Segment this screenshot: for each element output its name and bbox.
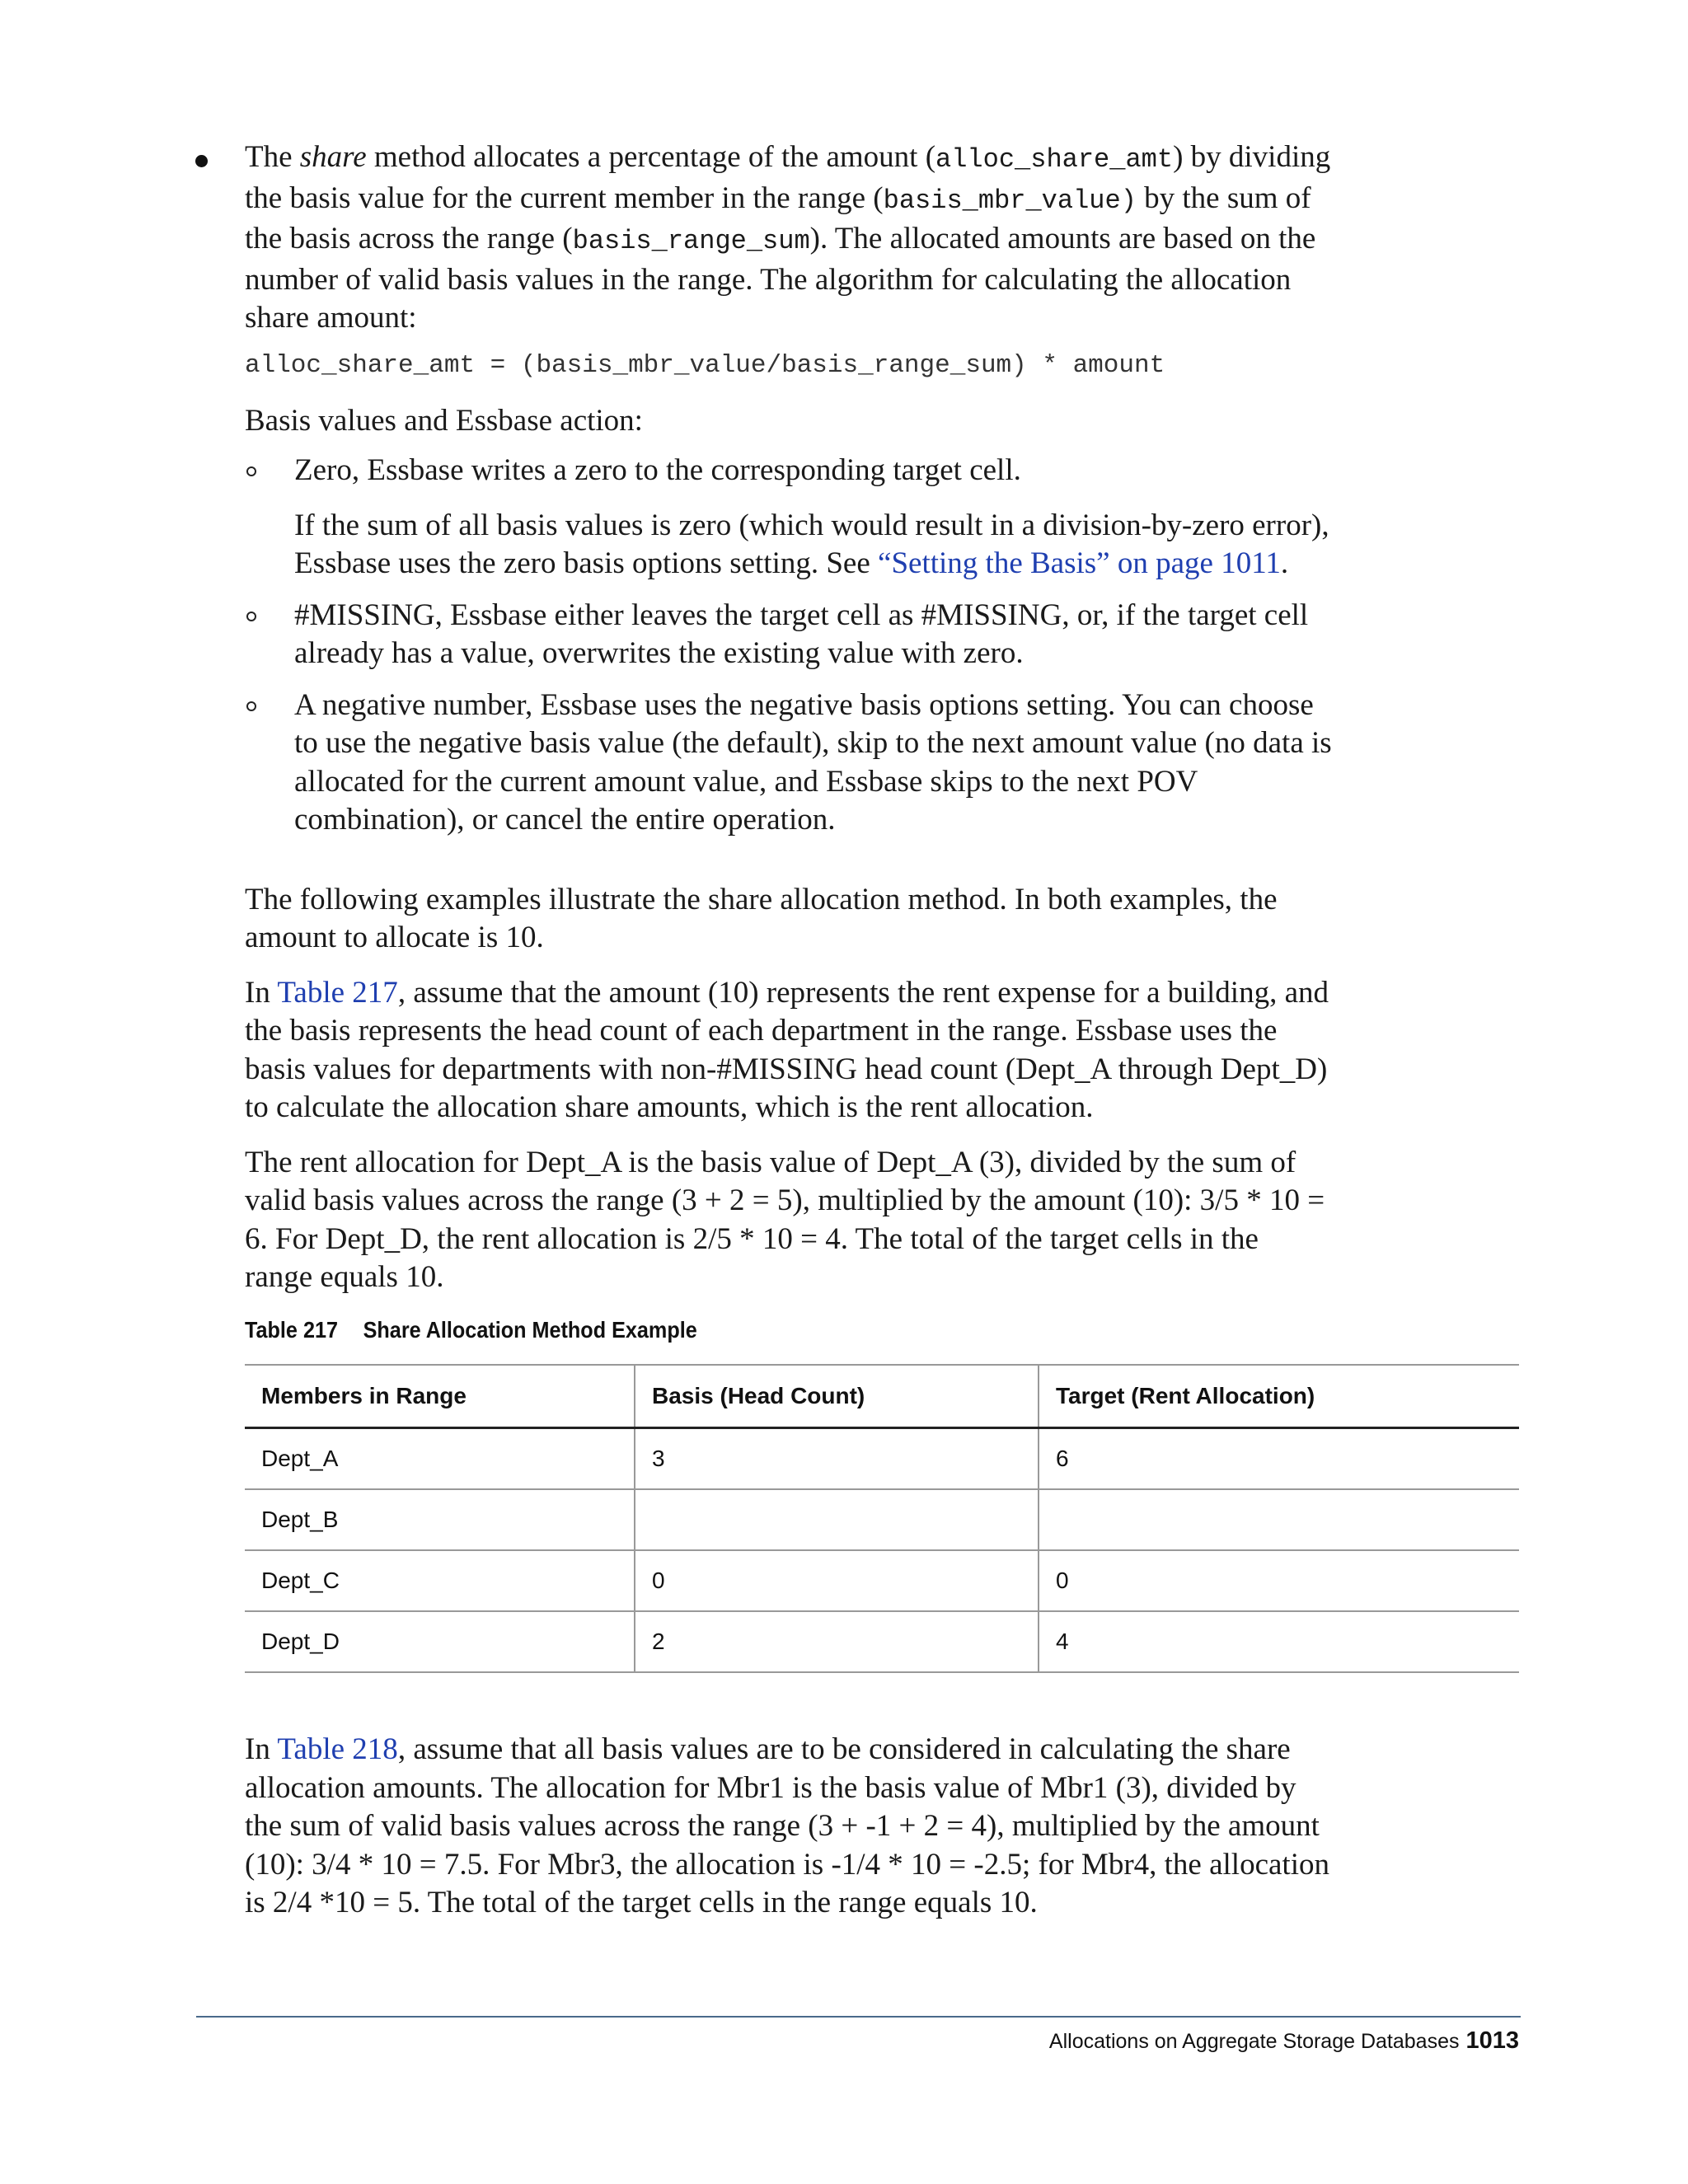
code-basis-range-sum: basis_range_sum: [572, 226, 810, 256]
table-218-paragraph: In Table 218, assume that all basis values are to be considered in calculating the share allocation amounts. The allocation for Mbr1 is the basis value of Mbr1 (3), divided by the sum of valid basis values across the range (3 + -1 + 2 = 4), multiplied by the amount (10): 3/4 * 10 = 7.5. For Mbr3, the allocation is -1/4 * 10 = -2.5; for Mbr4, the allocation is 2/4 *10 = 5. The total of the target cells in the range equals 10.: [245, 1732, 1329, 1919]
code-alloc-share-amt: alloc_share_amt: [935, 144, 1174, 175]
table-cell: Dept_B: [245, 1489, 635, 1550]
main-content: [245, 138, 1333, 1297]
circle-bullet-icon: [246, 612, 256, 621]
list-item-negative: [245, 687, 1333, 840]
setting-the-basis-link[interactable]: “Setting the Basis” on page 1011: [878, 546, 1281, 580]
column-header: Basis (Head Count): [635, 1365, 1039, 1428]
examples-paragraph: The following examples illustrate the share allocation method. In both examples, the amount to allocate is 10.: [245, 882, 1278, 954]
list-item-zero: [245, 452, 1333, 583]
table-cell: Dept_D: [245, 1611, 635, 1672]
footer-section-title: Allocations on Aggregate Storage Databases: [1048, 2030, 1460, 2053]
basis-values-heading: Basis values and Essbase action:: [245, 403, 643, 438]
share-allocation-table: [245, 1364, 1519, 1673]
zero-note: If the sum of all basis values is zero (which would result in a division-by-zero error), Essbase uses the zero basis options setting. See “Setting the Basis” on page 1011.: [294, 508, 1329, 580]
table-caption-title: Share Allocation Method Example: [363, 1317, 697, 1343]
footer-divider: [196, 2016, 1521, 2018]
missing-text: #MISSING, Essbase either leaves the target cell as #MISSING, or, if the target cell already has a value, overwrites the existing value with zero.: [294, 598, 1309, 670]
formula-code: alloc_share_amt = (basis_mbr_value/basis_range_sum) * amount: [245, 350, 1165, 380]
table-caption: [245, 1317, 697, 1343]
table-cell: 2: [635, 1611, 1039, 1672]
table-cell: 4: [1039, 1611, 1519, 1672]
table-cell: [635, 1489, 1039, 1550]
table-217-paragraph: In Table 217, assume that the amount (10) represents the rent expense for a building, and the basis represents the head count of each department in the range. Essbase uses the basis values for departments with non-#MISSING head count (Dept_A through Dept_D) to calculate the allocation share amounts, which is the rent allocation.: [245, 975, 1329, 1124]
table-caption-label: Table 217: [245, 1317, 339, 1343]
code-basis-mbr-value: basis_mbr_value): [883, 185, 1137, 216]
negative-text: A negative number, Essbase uses the negative basis options setting. You can choose to use the negative basis value (the default), skip to the next amount value (no data is allocated for the current amount value, and Essbase skips to the next POV combination), or cancel the entire operation.: [294, 687, 1332, 837]
column-header: Target (Rent Allocation): [1039, 1365, 1519, 1428]
share-method-bullet: [245, 138, 1333, 840]
zero-text: Zero, Essbase writes a zero to the corresponding target cell.: [294, 453, 1021, 487]
share-term: share: [299, 140, 367, 174]
table-row: [245, 1550, 1519, 1611]
table-cell: Dept_C: [245, 1550, 635, 1611]
column-header: Members in Range: [245, 1365, 635, 1428]
table-cell: Dept_A: [245, 1428, 635, 1490]
table-header-row: [245, 1365, 1519, 1428]
table-cell: 3: [635, 1428, 1039, 1490]
table-cell: [1039, 1489, 1519, 1550]
bottom-content: [245, 1731, 1333, 1923]
bullet-icon: [195, 155, 208, 167]
share-method-description: The share method allocates a percentage of the amount (alloc_share_amt) by dividing the basis value for the current member in the range (basis_mbr_value) by the sum of the basis across the range (basis_range_sum). The allocated amounts are based on the number of valid basis values in the range. The algorithm for calculating the allocation share amount:: [245, 140, 1331, 335]
rent-allocation-paragraph: The rent allocation for Dept_A is the basis value of Dept_A (3), divided by the sum of valid basis values across the range (3 + 2 = 5), multiplied by the amount (10): 3/5 * 10 = 6. For Dept_D, the rent allocation is 2/5 * 10 = 4. The total of the target cells in the range equals 10.: [245, 1145, 1325, 1294]
basis-values-list: [245, 452, 1333, 840]
table-218-link[interactable]: Table 218: [277, 1732, 398, 1766]
table-cell: 6: [1039, 1428, 1519, 1490]
table-row: [245, 1611, 1519, 1672]
page-footer: [1049, 2027, 1519, 2055]
table-row: [245, 1428, 1519, 1490]
table-cell: 0: [635, 1550, 1039, 1611]
table-217-link[interactable]: Table 217: [277, 975, 398, 1010]
circle-bullet-icon: [246, 701, 256, 711]
table-row: [245, 1489, 1519, 1550]
circle-bullet-icon: [246, 466, 256, 476]
list-item-missing: [245, 597, 1333, 673]
table-cell: 0: [1039, 1550, 1519, 1611]
page-number: 1013: [1465, 2027, 1519, 2054]
